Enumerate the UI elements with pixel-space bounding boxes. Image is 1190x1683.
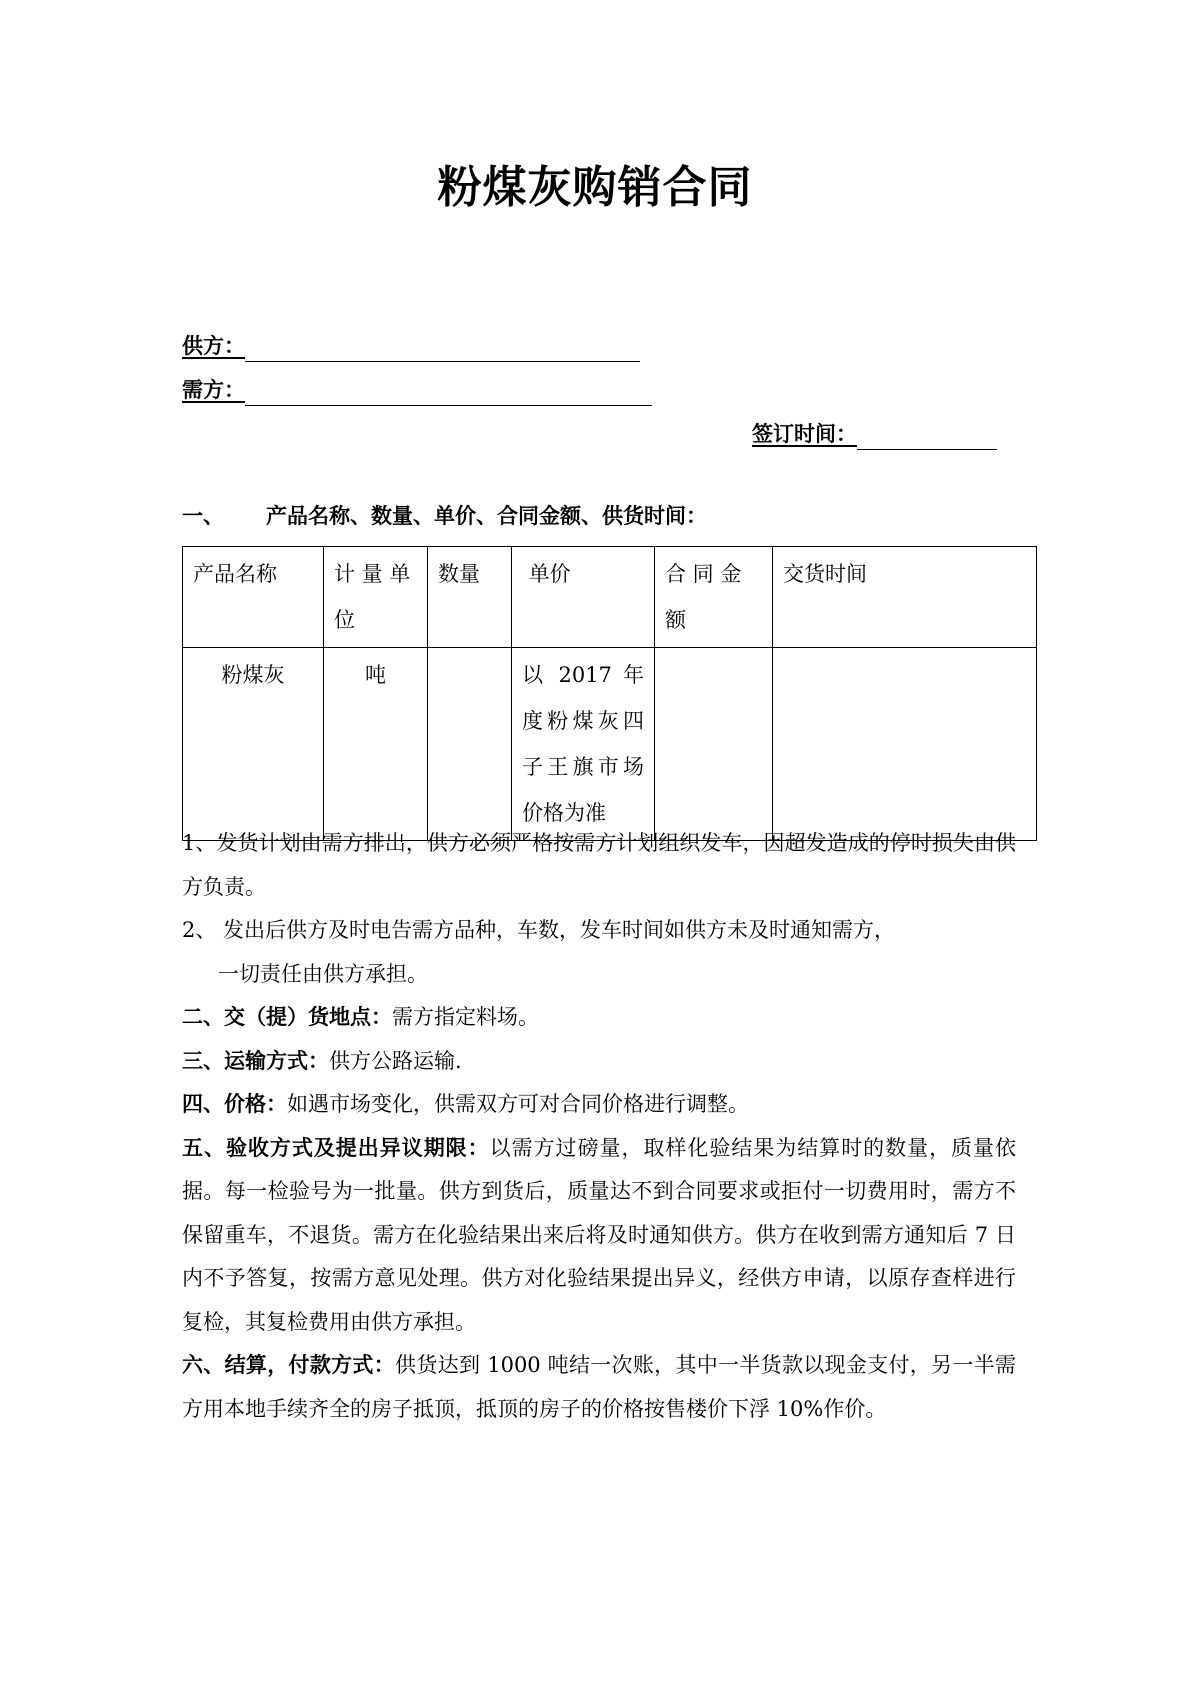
section-5 <box>182 1127 1016 1345</box>
section-2 <box>182 996 1016 1040</box>
table-row <box>183 648 1037 841</box>
section-1-number: 一、 <box>182 504 224 528</box>
cell-quantity <box>428 648 512 841</box>
section-2-text: 需方指定料场。 <box>392 1005 539 1029</box>
supplier-blank-line <box>245 337 640 362</box>
section-2-title: 二、交（提）货地点： <box>182 1005 392 1029</box>
page-title: 粉煤灰购销合同 <box>437 162 753 213</box>
buyer-blank-line <box>245 381 652 406</box>
section-4-text: 如遇市场变化，供需双方可对合同价格进行调整。 <box>287 1092 749 1116</box>
buyer-label: 需方： <box>182 378 245 402</box>
product-table <box>182 546 1037 841</box>
cell-delivery-time <box>773 648 1037 841</box>
supplier-field <box>182 330 640 362</box>
section-3-title: 三、运输方式： <box>182 1048 329 1073</box>
header-amount: 合 同 金 额 <box>655 547 773 648</box>
section-1-title: 产品名称、数量、单价、合同金额、供货时间： <box>266 504 707 528</box>
cell-unit: 吨 <box>324 648 428 841</box>
contract-clauses <box>182 822 1016 1431</box>
sign-date-blank-line <box>857 425 997 450</box>
section-3-text: 供方公路运输. <box>329 1048 462 1073</box>
clause-1: 1、发货计划由需方排出，供方必须严格按需方计划组织发车，因超发造成的停时损失由供方负责。 <box>182 831 1016 899</box>
clause-2: 2、 发出后供方及时电告需方品种，车数，发车时间如供方未及时通知需方， <box>182 918 896 942</box>
section-6-text: 供货达到 1000 吨结一次账，其中一半货款以现金支付，另一半需方用本地手续齐全的房子抵顶，抵顶的房子的价格按售楼价下浮 10%作价。 <box>182 1353 1016 1421</box>
header-unit-price: 单价 <box>512 547 655 648</box>
header-quantity: 数量 <box>428 547 512 648</box>
section-4 <box>182 1083 1016 1127</box>
sign-date-field <box>752 418 997 450</box>
section-5-text: 以需方过磅量，取样化验结果为结算时的数量，质量依据。每一检验号为一批量。供方到货后，质量达不到合同要求或拒付一切费用时，需方不保留重车，不退货。需方在化验结果出来后将及时通知供方。供方在收到需方通知后 7 日内不予答复，按需方意见处理。供方对化验结果提出异义，经供方申请，以原存查样进行复检，其复检费用由供方承担。 <box>182 1135 1017 1334</box>
header-unit: 计 量 单 位 <box>324 547 428 648</box>
section-1-heading <box>182 500 707 532</box>
clause-2-continuation: 一切责任由供方承担。 <box>218 961 428 986</box>
cell-amount <box>655 648 773 841</box>
cell-product-name: 粉煤灰 <box>183 648 324 841</box>
header-delivery-time: 交货时间 <box>773 547 1037 648</box>
section-6-title: 六、结算，付款方式： <box>182 1353 396 1377</box>
section-6 <box>182 1344 1016 1431</box>
sign-date-label: 签订时间： <box>752 422 857 446</box>
table-header-row <box>183 547 1037 648</box>
header-product-name: 产品名称 <box>183 547 324 648</box>
section-3 <box>182 1040 1016 1084</box>
section-5-title: 五、验收方式及提出异议期限： <box>182 1135 490 1160</box>
supplier-label: 供方： <box>182 334 245 358</box>
section-4-title: 四、价格： <box>182 1092 287 1116</box>
cell-unit-price: 以 2017 年度粉煤灰四子王旗市场价格为准 <box>512 648 655 841</box>
buyer-field <box>182 374 652 406</box>
